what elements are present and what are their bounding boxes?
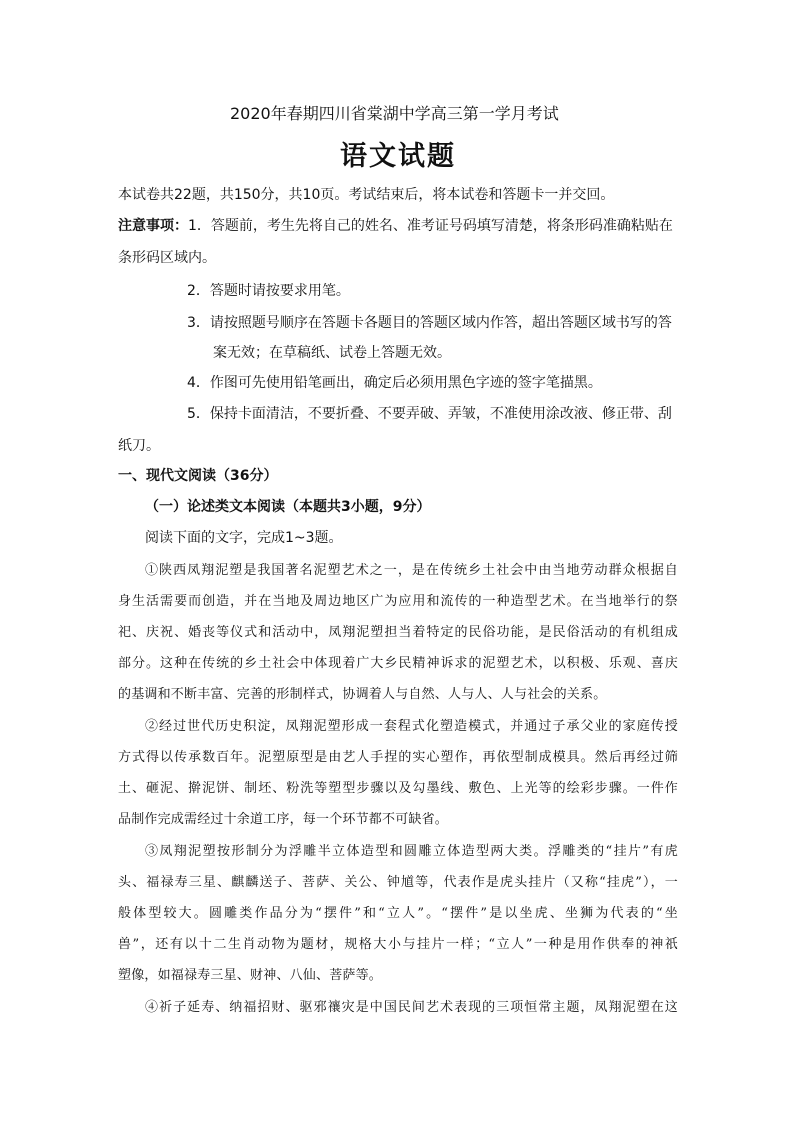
passage-p3-line: 兽”，还有以十二生肖动物为题材，规格大小与挂片一样；“立人”一种是用作供奉的神祇 [118, 937, 678, 952]
passage-p2-line: 土、砸泥、擀泥饼、制坯、粉洗等塑型步骤以及勾墨线、敷色、上光等的绘彩步骤。一件作 [118, 781, 678, 796]
passage-p4-line: ④祈子延寿、纳福招财、驱邪禳灾是中国民间艺术表现的三项恒常主题，凤翔泥塑在这 [145, 1000, 678, 1015]
passage-p3-line: 头、福禄寿三星、麒麟送子、菩萨、关公、钟馗等，代表作是虎头挂片（又称“挂虎”），一 [118, 875, 678, 890]
passage-p1-line: 身生活需要而创造，并在当地及周边地区广为应用和流传的一种造型艺术。在当地举行的祭 [118, 594, 678, 609]
notes-item-5a: 5．保持卡面清洁，不要折叠、不要弄破、弄皱，不准使用涂改液、修正带、刮 [187, 406, 672, 422]
notes-item-2: 2．答题时请按要求用笔。 [187, 283, 350, 299]
passage-p1-line: 部分。这种在传统的乡土社会中体现着广大乡民精神诉求的泥塑艺术，以积极、乐观、喜庆 [118, 656, 678, 671]
passage-p2-line: 品制作完成需经过十余道工序，每一个环节都不可缺省。 [118, 812, 449, 827]
notes-item-5b: 纸刀。 [118, 438, 160, 454]
passage-p1-line: 祀、庆祝、婚丧等仪式和活动中，凤翔泥塑担当着特定的民俗功能，是民俗活动的有机组成 [118, 625, 678, 640]
notes-item-1a: 1．答题前，考生先将自己的姓名、准考证号码填写清楚，将条形码准确粘贴在 [188, 218, 673, 234]
section-heading: 一、现代文阅读（36分） [118, 468, 278, 484]
passage-p1-line: 的基调和不断丰富、完善的形制样式，协调着人与自然、人与人、人与社会的关系。 [118, 687, 607, 702]
passage-p2-line: ②经过世代历史积淀，凤翔泥塑形成一套程式化塑造模式，并通过子承父业的家庭传授 [145, 719, 678, 734]
notes-item-4: 4．作图可先使用铅笔画出，确定后必须用黑色字迹的签字笔描黑。 [187, 375, 602, 391]
notes-line-1 [118, 216, 673, 236]
reading-instruction: 阅读下面的文字，完成1~3题。 [145, 530, 343, 546]
subsection-heading: （一）论述类文本阅读（本题共3小题，9分） [145, 499, 431, 515]
passage-p1-line: ①陕西凤翔泥塑是我国著名泥塑艺术之一，是在传统乡土社会中由当地劳动群众根据自 [145, 563, 678, 578]
passage-p3-line: ③凤翔泥塑按形制分为浮雕半立体造型和圆雕立体造型两大类。浮雕类的“挂片”有虎 [145, 844, 678, 859]
notes-item-3a: 3．请按照题号顺序在答题卡各题目的答题区域内作答，超出答题区域书写的答 [187, 315, 672, 331]
exam-intro: 本试卷共22题，共150分，共10页。考试结束后，将本试卷和答题卡一并交回。 [118, 187, 615, 203]
notes-item-1b: 条形码区域内。 [118, 250, 216, 266]
passage-p2-line: 方式得以传承数百年。泥塑原型是由艺人手捏的实心塑作，再依型制成模具。然后再经过筛 [118, 750, 678, 765]
exam-title: 2020年春期四川省棠湖中学高三第一学月考试 [230, 104, 559, 123]
passage-p3-line: 塑像，如福禄寿三星、财神、八仙、菩萨等。 [118, 968, 383, 983]
passage-p3-line: 般体型较大。圆雕类作品分为“摆件”和“立人”。“摆件”是以坐虎、坐狮为代表的“坐 [118, 906, 678, 921]
notes-item-3b: 案无效；在草稿纸、试卷上答题无效。 [213, 345, 451, 361]
notes-label: 注意事项： [118, 218, 188, 234]
subject-title: 语文试题 [340, 141, 456, 172]
